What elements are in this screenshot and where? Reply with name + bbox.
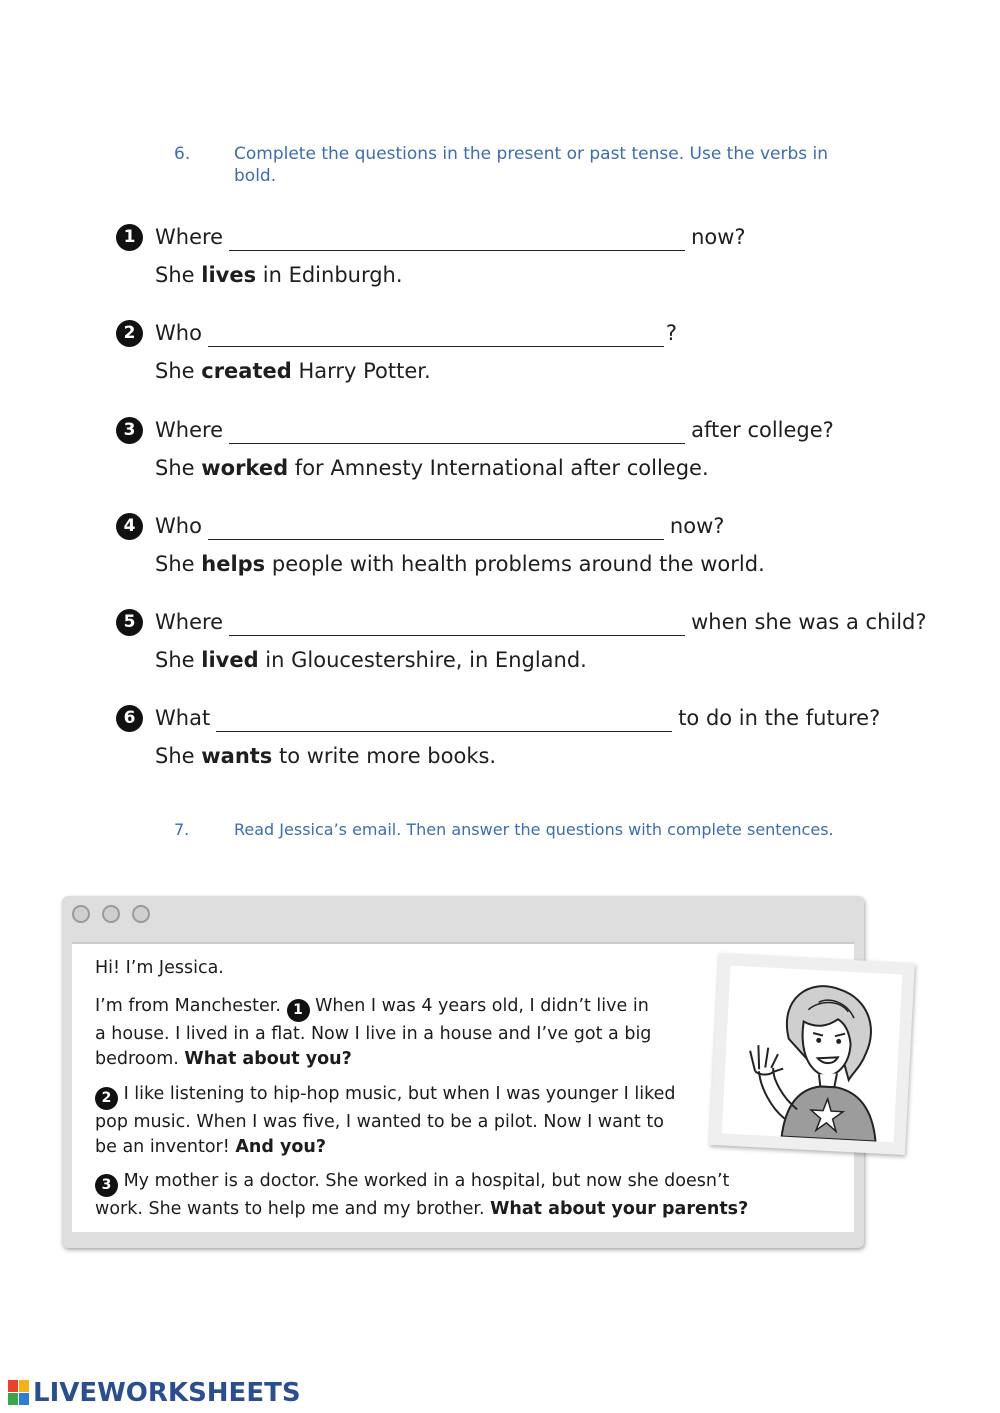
email-text: bedroom. <box>95 1048 179 1069</box>
question-line <box>155 705 880 732</box>
question-number-badge: 6 <box>116 705 143 732</box>
answer-verb: lives <box>201 263 257 287</box>
footer-brand <box>8 1378 301 1408</box>
email-question: What about your parents? <box>490 1199 749 1219</box>
answer-sentence <box>155 647 587 674</box>
answer-sentence <box>155 262 403 289</box>
question-end: now? <box>669 514 725 538</box>
email-text: work. She wants to help me and my brother. <box>95 1199 485 1219</box>
answer-sentence <box>155 743 496 770</box>
email-text: My mother is a doctor. She worked in a hospital, but now she doesn’t <box>123 1171 730 1191</box>
question-start: Where <box>155 418 224 442</box>
question-end: after college? <box>691 418 834 442</box>
question-line <box>155 320 677 347</box>
email-text: be an inventor! <box>95 1136 230 1157</box>
brand-name: LIVEWORKSHEETS <box>33 1378 301 1408</box>
email-paragraph-1 <box>95 994 651 1071</box>
email-text: I like listening to hip-hop music, but when I was younger I liked <box>123 1084 676 1104</box>
question-start: Where <box>155 610 224 634</box>
question-number-badge: 1 <box>116 224 143 251</box>
question-number-badge: 3 <box>116 417 143 444</box>
jessica-photo <box>709 953 915 1155</box>
answer-blank-6[interactable] <box>216 713 672 732</box>
question-line <box>155 513 724 540</box>
email-question: What about you? <box>184 1048 352 1069</box>
answer-verb: worked <box>201 456 289 480</box>
jessica-illustration <box>722 966 903 1143</box>
answer-pre: She <box>155 552 202 576</box>
answer-sentence <box>155 455 709 482</box>
question-end: to do in the future? <box>678 706 881 730</box>
window-dot-icon <box>102 905 120 923</box>
email-number-badge: 3 <box>95 1174 118 1197</box>
question-end: ? <box>665 321 678 345</box>
answer-verb: lived <box>201 648 259 672</box>
question-number-badge: 2 <box>116 320 143 347</box>
email-line: a house. I lived in a flat. Now I live in a house and I’ve got a big <box>95 1024 652 1044</box>
answer-post: people with health problems around the world. <box>265 552 765 576</box>
email-paragraph-2 <box>95 1082 676 1159</box>
question-line <box>155 224 746 251</box>
window-dot-icon <box>72 905 90 923</box>
answer-post: in Gloucestershire, in England. <box>258 648 587 672</box>
answer-verb: created <box>201 359 292 383</box>
answer-post: Harry Potter. <box>291 359 431 383</box>
answer-pre: She <box>155 744 202 768</box>
question-end: now? <box>691 225 746 249</box>
exercise-7-text: Read Jessica’s email. Then answer the questions with complete sentences. <box>234 820 834 839</box>
email-text: When I was 4 years old, I didn’t live in <box>315 996 649 1016</box>
email-number-badge: 2 <box>95 1087 118 1110</box>
email-paragraph-3 <box>95 1169 748 1222</box>
question-start: Where <box>155 225 224 249</box>
answer-blank-5[interactable] <box>229 617 685 636</box>
question-number-badge: 5 <box>116 609 143 636</box>
question-line <box>155 417 834 444</box>
email-line <box>95 1082 676 1110</box>
answer-blank-2[interactable] <box>208 328 664 347</box>
email-text: I’m from Manchester. <box>95 996 281 1016</box>
answer-pre: She <box>155 359 202 383</box>
exercise-6-text: Complete the questions in the present or past tense. Use the verbs in bold. <box>234 144 829 186</box>
email-line: pop music. When I was five, I wanted to be a pilot. Now I want to <box>95 1112 664 1132</box>
answer-sentence <box>155 551 765 578</box>
question-line <box>155 609 927 636</box>
exercise-7-number: 7. <box>174 820 190 839</box>
email-line <box>95 1135 676 1160</box>
answer-sentence <box>155 358 431 385</box>
email-question: And you? <box>235 1136 327 1157</box>
email-line <box>95 1197 748 1222</box>
question-start: Who <box>155 321 202 345</box>
email-greeting: Hi! I’m Jessica. <box>95 958 224 978</box>
girl-cartoon-icon <box>722 966 903 1143</box>
answer-post: in Edinburgh. <box>256 263 403 287</box>
answer-post: to write more books. <box>272 744 497 768</box>
answer-pre: She <box>155 263 202 287</box>
answer-blank-3[interactable] <box>229 425 685 444</box>
email-line <box>95 1169 748 1197</box>
answer-pre: She <box>155 648 202 672</box>
answer-blank-1[interactable] <box>229 232 685 251</box>
question-end: when she was a child? <box>691 610 927 634</box>
question-start: Who <box>155 514 202 538</box>
answer-pre: She <box>155 456 202 480</box>
window-dot-icon <box>132 905 150 923</box>
email-line <box>95 994 651 1022</box>
answer-post: for Amnesty International after college. <box>288 456 709 480</box>
email-number-badge: 1 <box>287 999 310 1022</box>
exercise-6-number: 6. <box>174 144 191 164</box>
email-line <box>95 1047 651 1072</box>
question-start: What <box>155 706 211 730</box>
answer-verb: wants <box>201 744 273 768</box>
liveworksheets-logo-icon <box>8 1380 30 1406</box>
answer-verb: helps <box>201 552 266 576</box>
answer-blank-4[interactable] <box>208 521 664 540</box>
question-number-badge: 4 <box>116 513 143 540</box>
